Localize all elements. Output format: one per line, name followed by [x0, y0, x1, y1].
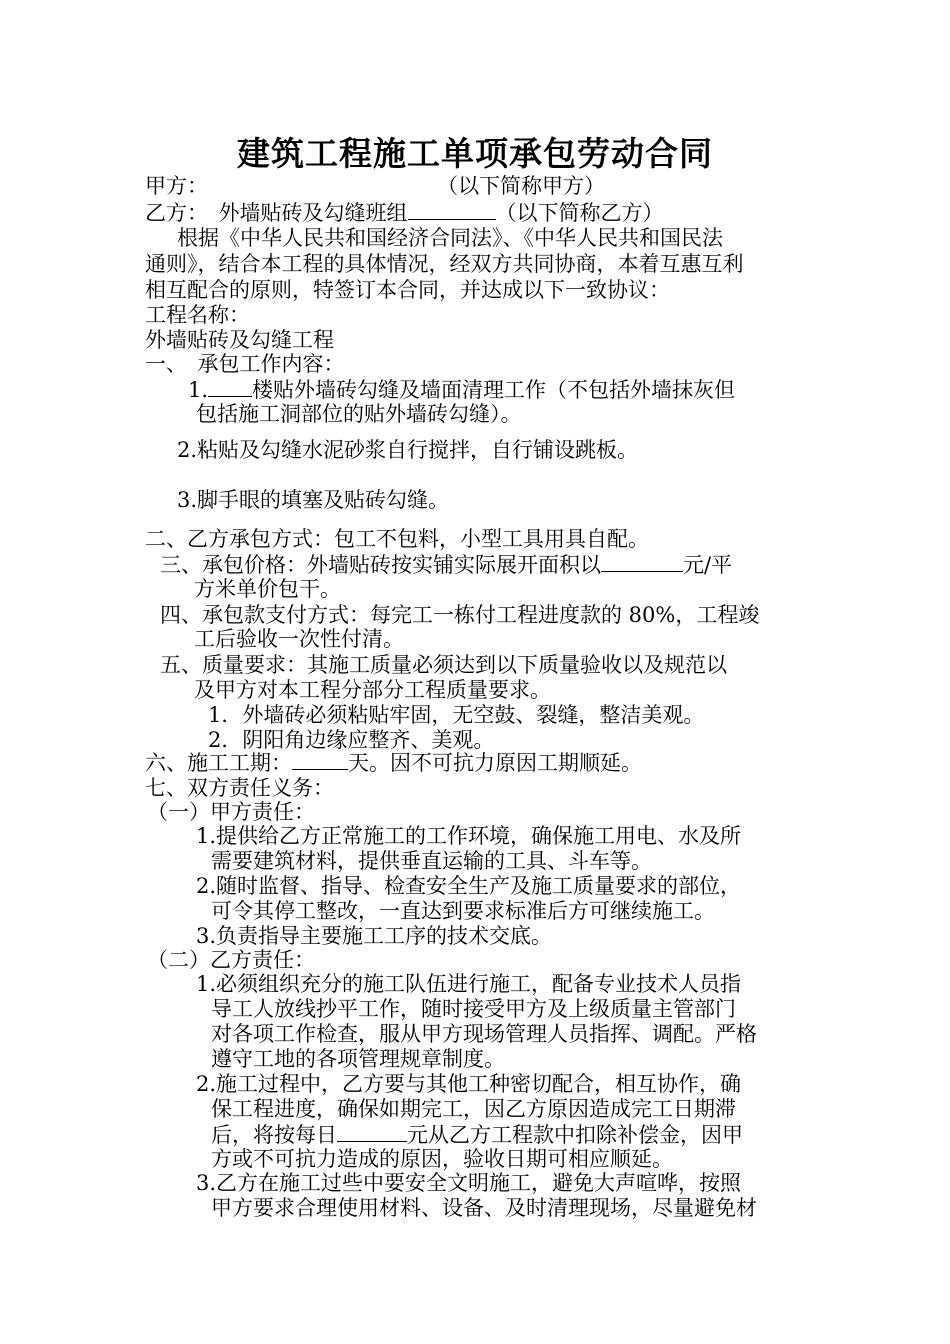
section-5-item-1: 1．外墙砖必须粘贴牢固，无空鼓、裂缝，整洁美观。 — [208, 703, 705, 727]
party-b-duty-1-cont-3: 遵守工地的各项管理规章制度。 — [211, 1047, 505, 1071]
section-5-line-2: 及甲方对本工程分部分工程质量要求。 — [194, 678, 551, 702]
project-name-label: 工程名称： — [145, 303, 250, 327]
preamble-line-2: 通则》，结合本工程的具体情况，经双方共同协商，本着互惠互利 — [145, 252, 744, 276]
penalty-blank — [337, 1121, 407, 1142]
party-b-duty-1-cont-1: 导工人放线抄平工作，随时接受甲方及上级质量主管部门 — [211, 997, 736, 1021]
section-3-line-1 — [160, 551, 732, 578]
preamble-line-3: 相互配合的原则，特签订本合同，并达成以下一致协议： — [145, 278, 670, 302]
section-3-text: 三、承包价格：外墙贴砖按实铺实际展开面积以 — [160, 553, 601, 577]
section-2: 二、乙方承包方式：包工不包料，小型工具用具自配。 — [145, 527, 649, 551]
party-b-duty-3-cont: 甲方要求合理使用材料、设备、及时清理现场，尽量避免材 — [211, 1196, 757, 1220]
unit-price-blank — [601, 551, 683, 572]
section-3-unit: 元/平 — [683, 553, 733, 577]
item-number: 1. — [188, 378, 209, 402]
party-b-duty-2: 2.施工过程中，乙方要与其他工种密切配合，相互协作，确 — [196, 1072, 742, 1096]
penalty-text-suffix: 元从乙方工程款中扣除补偿金，因甲 — [407, 1123, 743, 1147]
penalty-text: 后，将按每日 — [211, 1123, 337, 1147]
building-no-blank — [208, 376, 252, 397]
section-7-heading: 七、双方责任义务： — [145, 776, 334, 800]
party-a-note: （以下简称甲方） — [437, 174, 605, 198]
party-a-duty-1-cont: 需要建筑材料，提供垂直运输的工具、斗车等。 — [211, 849, 652, 873]
section-5-item-2: 2．阴阳角边缘应整齐、美观。 — [208, 728, 495, 752]
duration-blank — [292, 749, 348, 770]
party-a-duties-heading: （一）甲方责任： — [147, 800, 315, 824]
party-a-duty-2-cont: 可令其停工整改，一直达到要求标准后方可继续施工。 — [211, 899, 715, 923]
section-3-line-2: 方米单价包干。 — [194, 577, 341, 601]
section-4-line-1: 四、承包款支付方式：每完工一栋付工程进度款的 80%，工程竣 — [160, 603, 760, 627]
section-5-line-1: 五、质量要求：其施工质量必须达到以下质量验收以及规范以 — [160, 653, 727, 677]
item-text: 楼贴外墙砖勾缝及墙面清理工作（不包括外墙抹灰但 — [252, 378, 736, 402]
party-b-duties-heading: （二）乙方责任： — [147, 948, 315, 972]
party-b-duty-2-cont-2 — [211, 1121, 743, 1148]
section-1-item-3: 3.脚手眼的填塞及贴砖勾缝。 — [177, 488, 450, 512]
party-b-note: （以下简称乙方） — [495, 201, 664, 225]
party-b-duty-1: 1.必须组织充分的施工队伍进行施工，配备专业技术人员指 — [196, 972, 742, 996]
party-b-duty-3: 3.乙方在施工过些中要安全文明施工，避免大声喧哗，按照 — [196, 1171, 742, 1195]
section-6 — [145, 749, 642, 776]
party-b-line — [145, 199, 664, 226]
section-6-text: 天。因不可抗力原因工期顺延。 — [348, 751, 642, 775]
party-b-duty-1-cont-2: 对各项工作检查，服从甲方现场管理人员指挥、调配。严格 — [211, 1022, 757, 1046]
party-b-duty-2-cont-1: 保工程进度，确保如期完工，因乙方原因造成完工日期滞 — [211, 1097, 736, 1121]
party-a-label: 甲方： — [145, 174, 208, 198]
party-a-duty-3: 3.负责指导主要施工工序的技术交底。 — [196, 924, 553, 948]
section-4-line-2: 工后验收一次性付清。 — [194, 627, 404, 651]
section-1-item-1 — [188, 376, 735, 403]
section-6-label: 六、施工工期： — [145, 751, 292, 775]
section-1-item-2: 2.粘贴及勾缝水泥砂浆自行搅拌，自行铺设跳板。 — [177, 438, 639, 462]
section-1-heading: 一、 承包工作内容： — [145, 352, 345, 376]
preamble-line-1: 根据《中华人民共和国经济合同法》、《中华人民共和国民法 — [177, 226, 723, 250]
party-a-duty-2: 2.随时监督、指导、检查安全生产及施工质量要求的部位， — [196, 874, 742, 898]
party-b-blank — [408, 199, 496, 220]
party-b-prefix: 乙方： 外墙贴砖及勾缝班组 — [145, 201, 408, 225]
party-a-duty-1: 1.提供给乙方正常施工的工作环境，确保施工用电、水及所 — [196, 824, 742, 848]
section-1-item-1-cont: 包括施工洞部位的贴外墙砖勾缝）。 — [196, 402, 522, 426]
document-title: 建筑工程施工单项承包劳动合同 — [237, 134, 713, 173]
project-name: 外墙贴砖及勾缝工程 — [145, 328, 334, 352]
party-b-duty-2-cont-3: 方或不可抗力造成的原因，验收日期可相应顺延。 — [211, 1147, 673, 1171]
